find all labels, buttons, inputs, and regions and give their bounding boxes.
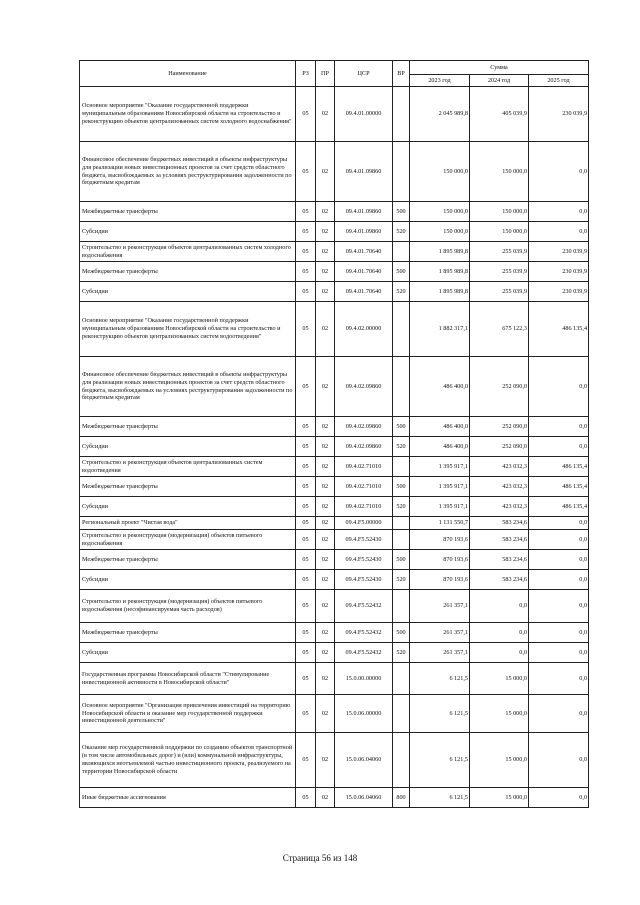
cell-2025: 0,0 [529, 530, 589, 550]
cell-2024: 405 039,9 [470, 87, 529, 142]
cell-pr: 02 [316, 497, 335, 517]
cell-2025: 486 135,4 [529, 477, 589, 497]
cell-2023: 6 121,5 [410, 733, 470, 788]
cell-vr: 500 [393, 623, 410, 643]
cell-name: Субсидии [80, 222, 296, 242]
cell-2025: 0,0 [529, 590, 589, 623]
cell-2024: 15 000,0 [470, 663, 529, 695]
table-row [80, 202, 589, 222]
cell-name: Межбюджетные трансферты [80, 202, 296, 222]
cell-2023: 486 400,0 [410, 357, 470, 417]
cell-rz: 05 [296, 437, 316, 457]
cell-2023: 261 357,1 [410, 643, 470, 663]
table-row [80, 262, 589, 282]
cell-name: Региональный проект "Чистая вода" [80, 517, 296, 530]
cell-name: Строительство и реконструкция (модернизация) объектов питьевого водоснабжения (несофинансируемая часть расходов) [80, 590, 296, 623]
cell-2023: 1 131 550,7 [410, 517, 470, 530]
table-row [80, 788, 589, 808]
cell-pr: 02 [316, 623, 335, 643]
cell-csr: 09.4.02.00000 [335, 302, 393, 357]
cell-pr: 02 [316, 550, 335, 570]
cell-vr: 520 [393, 497, 410, 517]
cell-name: Межбюджетные трансферты [80, 262, 296, 282]
budget-table-sheet [79, 60, 588, 808]
cell-2023: 261 357,1 [410, 623, 470, 643]
cell-2025: 230 039,9 [529, 242, 589, 262]
cell-pr: 02 [316, 457, 335, 477]
col-header-csr: ЦСР [335, 61, 393, 87]
table-row [80, 222, 589, 242]
cell-csr: 09.4.01.09860 [335, 142, 393, 202]
table-row [80, 550, 589, 570]
cell-2023: 1 395 917,1 [410, 457, 470, 477]
cell-2025: 486 135,4 [529, 302, 589, 357]
cell-pr: 02 [316, 517, 335, 530]
table-row [80, 643, 589, 663]
cell-pr: 02 [316, 142, 335, 202]
cell-rz: 05 [296, 457, 316, 477]
cell-2023: 6 121,5 [410, 663, 470, 695]
cell-2023: 150 000,0 [410, 142, 470, 202]
table-row [80, 282, 589, 302]
cell-pr: 02 [316, 282, 335, 302]
cell-vr [393, 357, 410, 417]
cell-pr: 02 [316, 643, 335, 663]
table-row [80, 733, 589, 788]
cell-csr: 09.4.02.09860 [335, 357, 393, 417]
cell-2024: 15 000,0 [470, 695, 529, 733]
table-row [80, 437, 589, 457]
cell-rz: 05 [296, 282, 316, 302]
cell-vr: 500 [393, 202, 410, 222]
cell-rz: 05 [296, 242, 316, 262]
cell-2025: 0,0 [529, 695, 589, 733]
cell-name: Строительство и реконструкция (модернизация) объектов питьевого водоснабжения [80, 530, 296, 550]
cell-rz: 05 [296, 497, 316, 517]
cell-vr [393, 457, 410, 477]
cell-2023: 150 000,0 [410, 202, 470, 222]
cell-rz: 05 [296, 262, 316, 282]
cell-name: Государственная программа Новосибирской области "Стимулирование инвестиционной активности в Новосибирской области" [80, 663, 296, 695]
cell-vr: 520 [393, 282, 410, 302]
cell-2025: 0,0 [529, 788, 589, 808]
cell-2024: 255 039,9 [470, 242, 529, 262]
cell-2023: 6 121,5 [410, 695, 470, 733]
cell-2025: 0,0 [529, 643, 589, 663]
cell-2025: 0,0 [529, 437, 589, 457]
budget-table [79, 60, 589, 808]
cell-vr: 520 [393, 643, 410, 663]
cell-rz: 05 [296, 663, 316, 695]
cell-2024: 0,0 [470, 590, 529, 623]
cell-2023: 1 895 989,8 [410, 262, 470, 282]
col-header-2023: 2023 год [410, 75, 470, 87]
cell-2024: 583 234,6 [470, 550, 529, 570]
cell-csr: 09.4.01.70640 [335, 242, 393, 262]
table-row [80, 570, 589, 590]
cell-vr [393, 530, 410, 550]
cell-name: Строительство и реконструкция объектов централизованных систем холодного водоснабжения [80, 242, 296, 262]
cell-csr: 15.0.06.04060 [335, 733, 393, 788]
cell-2023: 150 000,0 [410, 222, 470, 242]
cell-name: Субсидии [80, 497, 296, 517]
cell-2024: 255 039,9 [470, 262, 529, 282]
cell-name: Основное мероприятие "Оказание государственной поддержки муниципальным образованиям Новосибирской области на строительство и реконструкцию объектов централизованных систем холодного водоснабжения" [80, 87, 296, 142]
cell-2024: 252 090,0 [470, 417, 529, 437]
cell-name: Субсидии [80, 437, 296, 457]
cell-2023: 1 395 917,1 [410, 477, 470, 497]
cell-2024: 150 000,0 [470, 202, 529, 222]
cell-2024: 15 000,0 [470, 733, 529, 788]
cell-vr: 500 [393, 550, 410, 570]
cell-csr: 09.4.F5.00000 [335, 517, 393, 530]
col-header-2024: 2024 год [470, 75, 529, 87]
table-row [80, 357, 589, 417]
cell-rz: 05 [296, 142, 316, 202]
cell-2024: 423 032,3 [470, 477, 529, 497]
cell-vr: 520 [393, 222, 410, 242]
cell-rz: 05 [296, 643, 316, 663]
cell-csr: 09.4.F5.52430 [335, 550, 393, 570]
cell-csr: 09.4.01.09860 [335, 222, 393, 242]
cell-vr: 500 [393, 262, 410, 282]
cell-rz: 05 [296, 570, 316, 590]
cell-pr: 02 [316, 242, 335, 262]
cell-2024: 583 234,6 [470, 530, 529, 550]
cell-2025: 230 039,9 [529, 87, 589, 142]
cell-2024: 583 234,6 [470, 517, 529, 530]
table-row [80, 302, 589, 357]
cell-csr: 09.4.01.70640 [335, 282, 393, 302]
col-header-pr: ПР [316, 61, 335, 87]
cell-name: Строительство и реконструкция объектов централизованных систем водоотведения [80, 457, 296, 477]
cell-csr: 09.4.F5.52432 [335, 623, 393, 643]
cell-2023: 870 193,6 [410, 570, 470, 590]
table-row [80, 497, 589, 517]
cell-2025: 0,0 [529, 202, 589, 222]
table-row [80, 142, 589, 202]
table-row [80, 663, 589, 695]
cell-2025: 486 135,4 [529, 457, 589, 477]
cell-name: Иные бюджетные ассигнования [80, 788, 296, 808]
table-row [80, 242, 589, 262]
cell-vr [393, 663, 410, 695]
cell-2023: 1 895 989,8 [410, 282, 470, 302]
cell-csr: 09.4.01.70640 [335, 262, 393, 282]
cell-rz: 05 [296, 550, 316, 570]
cell-2023: 486 400,0 [410, 417, 470, 437]
cell-name: Финансовое обеспечение бюджетных инвестиций в объекты инфраструктуры для реализации новых инвестиционных проектов за счет средств областного бюджета, высвобождаемых на условиях реструктурирования задолженности по бюджетным кредитам [80, 357, 296, 417]
cell-rz: 05 [296, 357, 316, 417]
cell-2025: 230 039,9 [529, 262, 589, 282]
cell-csr: 09.4.F5.52432 [335, 643, 393, 663]
cell-name: Межбюджетные трансферты [80, 623, 296, 643]
cell-name: Субсидии [80, 282, 296, 302]
cell-vr [393, 302, 410, 357]
cell-pr: 02 [316, 222, 335, 242]
cell-rz: 05 [296, 590, 316, 623]
cell-2023: 486 400,0 [410, 437, 470, 457]
cell-2024: 675 122,3 [470, 302, 529, 357]
cell-pr: 02 [316, 437, 335, 457]
cell-name: Субсидии [80, 570, 296, 590]
cell-rz: 05 [296, 623, 316, 643]
cell-2023: 1 882 317,1 [410, 302, 470, 357]
cell-pr: 02 [316, 663, 335, 695]
cell-csr: 09.4.F5.52432 [335, 590, 393, 623]
cell-csr: 15.0.06.04060 [335, 788, 393, 808]
cell-rz: 05 [296, 222, 316, 242]
cell-rz: 05 [296, 788, 316, 808]
cell-2024: 423 032,3 [470, 457, 529, 477]
cell-vr: 500 [393, 477, 410, 497]
cell-2024: 583 234,6 [470, 570, 529, 590]
cell-vr [393, 517, 410, 530]
cell-2025: 0,0 [529, 570, 589, 590]
cell-csr: 09.4.02.09860 [335, 437, 393, 457]
cell-2024: 15 000,0 [470, 788, 529, 808]
cell-rz: 05 [296, 695, 316, 733]
cell-pr: 02 [316, 87, 335, 142]
cell-name: Основное мероприятие "Оказание государственной поддержки муниципальным образованиям Новосибирской области на строительство и реконструкцию объектов централизованных систем водоотведения" [80, 302, 296, 357]
cell-2025: 0,0 [529, 733, 589, 788]
cell-pr: 02 [316, 695, 335, 733]
cell-2023: 870 193,6 [410, 550, 470, 570]
table-row [80, 87, 589, 142]
cell-pr: 02 [316, 262, 335, 282]
cell-pr: 02 [316, 417, 335, 437]
cell-2025: 0,0 [529, 417, 589, 437]
cell-2024: 255 039,9 [470, 282, 529, 302]
cell-2023: 1 895 989,8 [410, 242, 470, 262]
table-row [80, 477, 589, 497]
cell-2023: 2 045 989,8 [410, 87, 470, 142]
cell-name: Межбюджетные трансферты [80, 477, 296, 497]
cell-csr: 09.4.F5.52430 [335, 570, 393, 590]
cell-csr: 09.4.02.71010 [335, 457, 393, 477]
cell-csr: 15.0.06.00000 [335, 695, 393, 733]
cell-2023: 870 193,6 [410, 530, 470, 550]
cell-csr: 09.4.02.71010 [335, 477, 393, 497]
cell-2024: 0,0 [470, 623, 529, 643]
cell-2024: 150 000,0 [470, 142, 529, 202]
cell-2024: 252 090,0 [470, 437, 529, 457]
cell-csr: 09.4.01.00000 [335, 87, 393, 142]
cell-pr: 02 [316, 733, 335, 788]
cell-name: Финансовое обеспечение бюджетных инвестиций в объекты инфраструктуры для реализации новых инвестиционных проектов за счет средств областного бюджета, высвобождаемых за условиях реструктурирования задолженности по бюджетным кредитам [80, 142, 296, 202]
cell-rz: 05 [296, 87, 316, 142]
cell-2025: 0,0 [529, 142, 589, 202]
cell-vr [393, 695, 410, 733]
cell-vr [393, 590, 410, 623]
col-header-name: Наименование [80, 61, 296, 87]
cell-name: Оказание мер государственной поддержки по созданию объектов транспортной (в том числе автомобильных дорог) и (или) коммунальной инфраструктуры, являющихся неотъемлемой частью инвестиционного проекта, реализуемого на территории Новосибирской области [80, 733, 296, 788]
cell-2025: 0,0 [529, 550, 589, 570]
cell-rz: 05 [296, 202, 316, 222]
cell-name: Субсидии [80, 643, 296, 663]
table-row [80, 695, 589, 733]
cell-2025: 0,0 [529, 663, 589, 695]
cell-vr [393, 242, 410, 262]
cell-vr: 520 [393, 570, 410, 590]
cell-2025: 0,0 [529, 222, 589, 242]
cell-pr: 02 [316, 302, 335, 357]
cell-name: Межбюджетные трансферты [80, 417, 296, 437]
cell-vr: 520 [393, 437, 410, 457]
table-row [80, 457, 589, 477]
cell-2025: 0,0 [529, 623, 589, 643]
cell-2025: 0,0 [529, 357, 589, 417]
cell-2025: 230 039,9 [529, 282, 589, 302]
cell-rz: 05 [296, 302, 316, 357]
cell-pr: 02 [316, 477, 335, 497]
cell-2025: 486 135,4 [529, 497, 589, 517]
page-number: Страница 56 из 148 [282, 853, 358, 863]
table-body [80, 87, 589, 808]
cell-rz: 05 [296, 530, 316, 550]
cell-csr: 09.4.02.71010 [335, 497, 393, 517]
cell-rz: 05 [296, 517, 316, 530]
table-row [80, 623, 589, 643]
cell-vr [393, 87, 410, 142]
cell-pr: 02 [316, 570, 335, 590]
cell-rz: 05 [296, 733, 316, 788]
cell-csr: 15.0.00.00000 [335, 663, 393, 695]
cell-vr: 500 [393, 417, 410, 437]
table-row [80, 517, 589, 530]
cell-pr: 02 [316, 357, 335, 417]
col-header-sum: Сумма [410, 61, 589, 75]
cell-vr [393, 733, 410, 788]
cell-csr: 09.4.02.09860 [335, 417, 393, 437]
cell-rz: 05 [296, 477, 316, 497]
cell-2023: 261 357,1 [410, 590, 470, 623]
col-header-2025: 2025 год [529, 75, 589, 87]
col-header-rz: РЗ [296, 61, 316, 87]
cell-vr [393, 142, 410, 202]
cell-2024: 150 000,0 [470, 222, 529, 242]
table-row [80, 590, 589, 623]
cell-2025: 0,0 [529, 517, 589, 530]
cell-pr: 02 [316, 530, 335, 550]
cell-2024: 0,0 [470, 643, 529, 663]
cell-2023: 6 121,5 [410, 788, 470, 808]
cell-pr: 02 [316, 590, 335, 623]
table-row [80, 417, 589, 437]
col-header-vr: ВР [393, 61, 410, 87]
cell-csr: 09.4.01.09860 [335, 202, 393, 222]
cell-2023: 1 395 917,1 [410, 497, 470, 517]
cell-vr: 800 [393, 788, 410, 808]
cell-name: Межбюджетные трансферты [80, 550, 296, 570]
cell-pr: 02 [316, 788, 335, 808]
cell-pr: 02 [316, 202, 335, 222]
cell-2024: 252 090,0 [470, 357, 529, 417]
cell-rz: 05 [296, 417, 316, 437]
cell-2024: 423 032,3 [470, 497, 529, 517]
cell-csr: 09.4.F5.52430 [335, 530, 393, 550]
cell-name: Основное мероприятие "Организация привлечения инвестиций на территорию Новосибирской области и оказание мер государственной поддержки инвестиционной деятельности" [80, 695, 296, 733]
table-row [80, 530, 589, 550]
